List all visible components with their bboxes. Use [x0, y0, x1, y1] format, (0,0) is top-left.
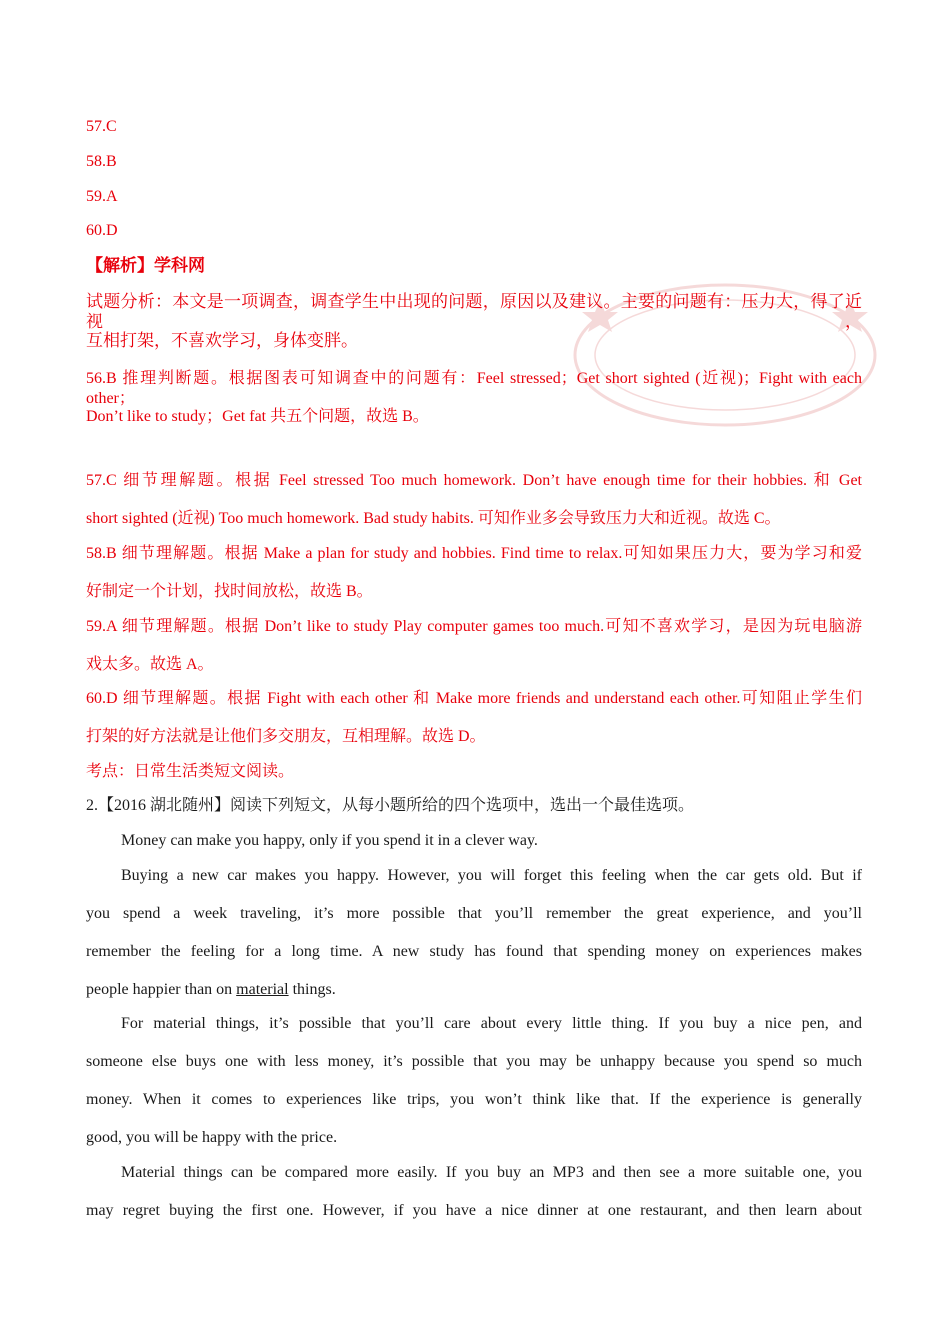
underlined-word-material: material	[236, 981, 289, 998]
passage-p2-line-4	[86, 980, 336, 1000]
analysis-summary-line-2: 互相打架，不喜欢学习，身体变胖。	[86, 331, 358, 351]
analysis-summary-line-1: 试题分析：本文是一项调查，调查学生中出现的问题，原因以及建议。主要的问题有：压力大，得了近视，	[86, 292, 862, 332]
q59-explanation-line-1: 59.A 细节理解题。根据 Don’t like to study Play computer games too much.可知不喜欢学习，是因为玩电脑游	[86, 618, 862, 635]
passage-p2-line-4-end: things.	[288, 981, 336, 998]
passage-paragraph-1: Money can make you happy, only if you spend it in a clever way.	[121, 832, 538, 849]
answer-57: 57.C	[86, 118, 117, 135]
passage-p2-line-2: you spend a week traveling, it’s more possible that you’ll remember the great experience, and you’ll	[86, 905, 862, 922]
passage-p4-line-2: may regret buying the first one. However, if you have a nice dinner at one restaurant, and then learn about	[86, 1202, 862, 1219]
kaodian-note: 考点：日常生活类短文阅读。	[86, 763, 295, 780]
answer-60: 60.D	[86, 222, 118, 239]
passage-p3-line-1: For material things, it’s possible that you’ll care about every little thing. If you buy a nice pen, and	[121, 1015, 862, 1032]
q57-explanation-line-2: short sighted (近视) Too much homework. Bad study habits. 可知作业多会导致压力大和近视。故选 C。	[86, 510, 781, 527]
answer-58: 58.B	[86, 153, 117, 170]
q57-explanation-line-1: 57.C 细节理解题。根据 Feel stressed Too much homework. Don’t have enough time for their hobbies. 和 Get	[86, 472, 862, 489]
analysis-heading: 【解析】学科网	[86, 256, 205, 276]
passage-p3-line-3: money. When it comes to experiences like trips, you won’t think like that. If the experience is generally	[86, 1091, 862, 1108]
passage-p3-line-4: good, you will be happy with the price.	[86, 1129, 338, 1146]
q58-explanation-line-2: 好制定一个计划，找时间放松，故选 B。	[86, 583, 373, 600]
passage-p4-line-1: Material things can be compared more easily. If you buy an MP3 and then see a more suitable one, you	[121, 1164, 862, 1181]
q56-explanation-line-2: Don’t like to study；Get fat 共五个问题，故选 B。	[86, 408, 429, 425]
passage-p2-line-1: Buying a new car makes you happy. However, you will forget this feeling when the car gets old. But if	[121, 867, 862, 884]
passage-p3-line-2: someone else buys one with less money, it’s possible that you may be unhappy because you spend so much	[86, 1053, 862, 1070]
passage-p2-line-4-start: people happier than on	[86, 981, 237, 998]
q60-explanation-line-2: 打架的好方法就是让他们多交朋友，互相理解。故选 D。	[86, 728, 486, 745]
q60-explanation-line-1: 60.D 细节理解题。根据 Fight with each other 和 Make more friends and understand each other.可知阻止学生们	[86, 690, 862, 707]
passage-p2-line-3: remember the feeling for a long time. A new study has found that spending money on experiences makes	[86, 943, 862, 960]
answer-59: 59.A	[86, 188, 118, 205]
q59-explanation-line-2: 戏太多。故选 A。	[86, 656, 214, 673]
question-2-heading: 2.【2016 湖北随州】阅读下列短文，从每小题所给的四个选项中，选出一个最佳选项。	[86, 797, 695, 814]
q56-explanation-line-1: 56.B 推理判断题。根据图表可知调查中的问题有：Feel stressed；Get short sighted (近视)；Fight with each other；	[86, 370, 862, 407]
q58-explanation-line-1: 58.B 细节理解题。根据 Make a plan for study and hobbies. Find time to relax.可知如果压力大，要为学习和爱	[86, 545, 862, 562]
